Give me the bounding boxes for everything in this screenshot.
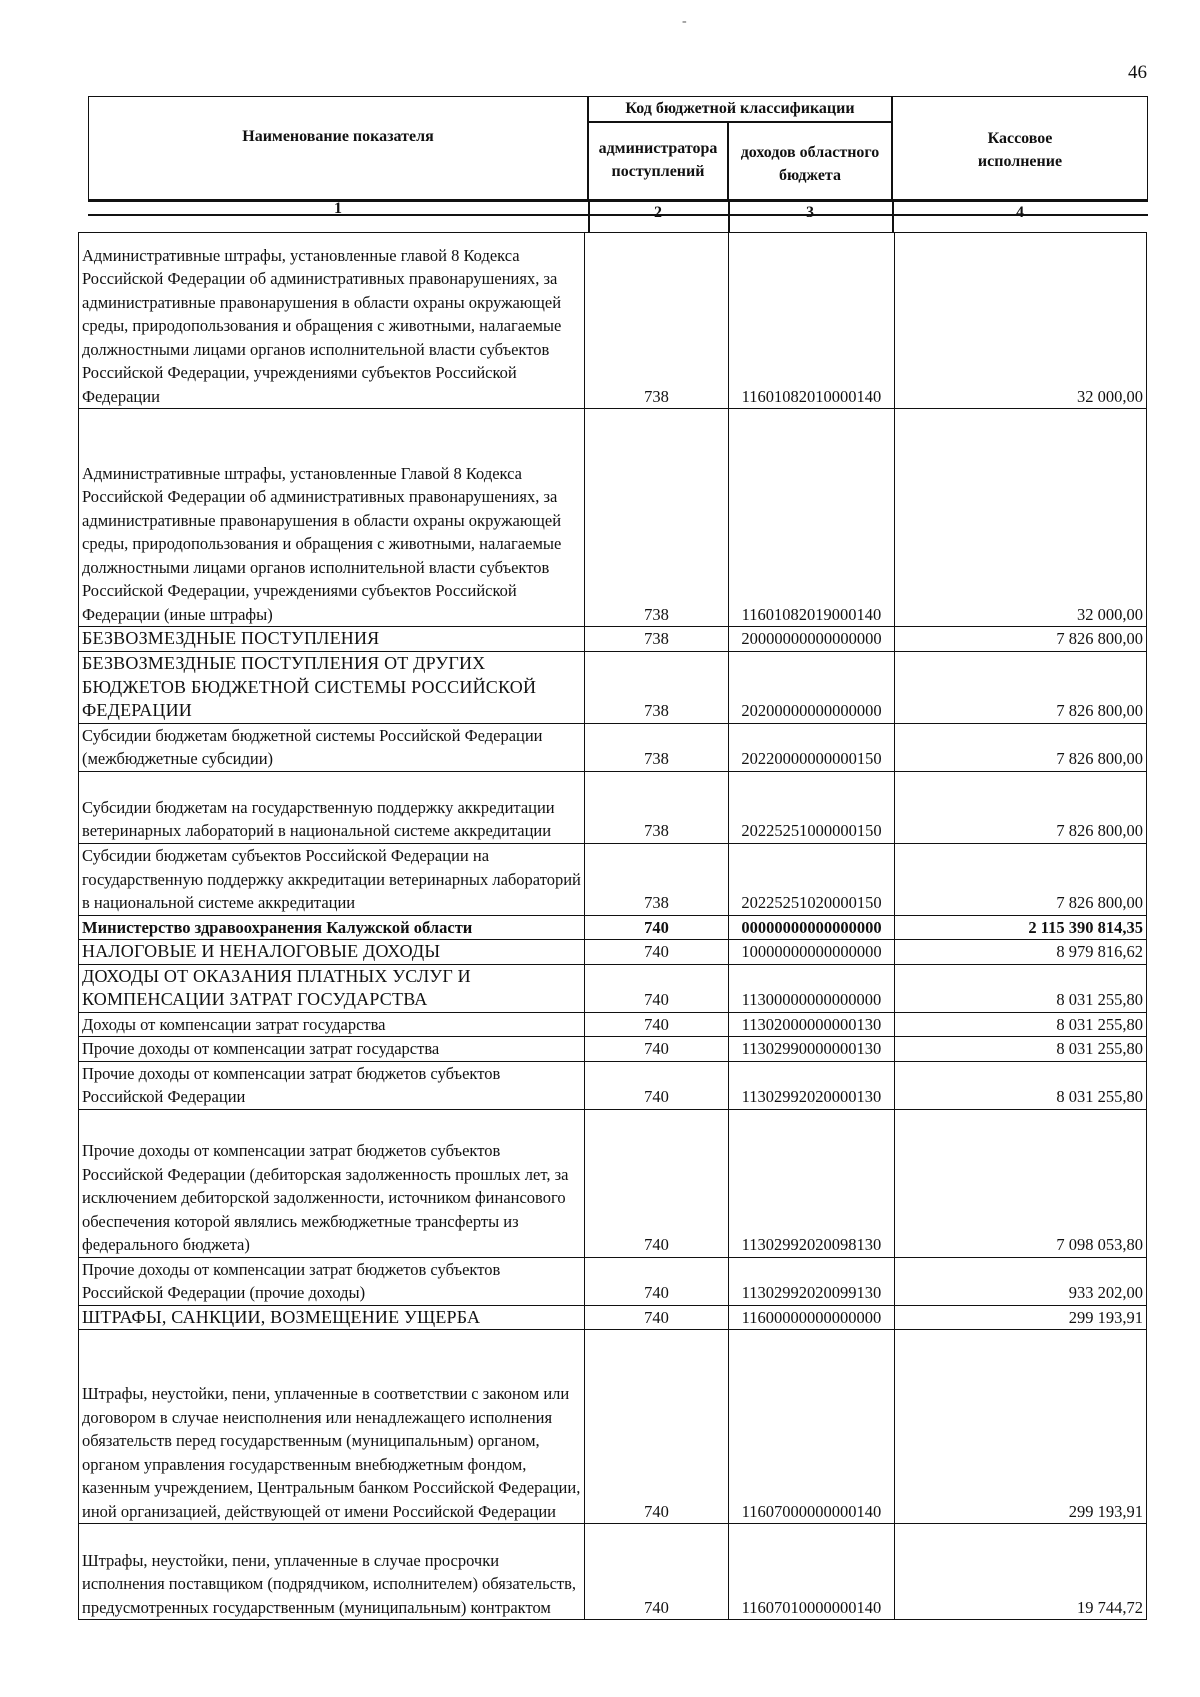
row-amount: 7 098 053,80	[895, 1109, 1147, 1257]
table-row	[79, 1109, 1147, 1257]
header-col-income: доходов областного бюджета	[740, 144, 880, 184]
row-amount: 299 193,91	[895, 1305, 1147, 1330]
row-income-code: 11607010000000140	[729, 1524, 895, 1620]
row-admin-code: 738	[585, 627, 729, 652]
row-name: Министерство здравоохранения Калужской области	[79, 915, 585, 940]
table-row	[79, 1061, 1147, 1109]
header-income-cell	[728, 122, 892, 200]
table-row	[79, 1012, 1147, 1037]
row-name: Административные штрафы, установленные Главой 8 Кодекса Российской Федерации об административных правонарушениях, за административные правонарушения в области охраны окружающей среды, природопользования и обращения с животными, налагаемые должностными лицами органов исполнительной власти субъектов Российской Федерации, учреждениями субъектов Российской Федерации (иные штрафы)	[79, 409, 585, 627]
row-income-code: 11302992020098130	[729, 1109, 895, 1257]
row-income-code: 11302990000000130	[729, 1037, 895, 1062]
table-row	[79, 940, 1147, 965]
column-number-2: 2	[654, 204, 662, 221]
column-number-1: 1	[334, 200, 342, 217]
row-admin-code: 738	[585, 651, 729, 723]
row-name: Прочие доходы от компенсации затрат бюджетов субъектов Российской Федерации (дебиторская задолженность прошлых лет, за исключением дебиторской задолженности, источником финансового обеспечения которой являлись межбюджетные трансферты из федерального бюджета)	[79, 1109, 585, 1257]
row-income-code: 20225251000000150	[729, 771, 895, 843]
table-row	[79, 771, 1147, 843]
header-exec-cell	[892, 96, 1148, 200]
header-col-name: Наименование показателя	[242, 128, 434, 145]
row-name: Субсидии бюджетам на государственную поддержку аккредитации ветеринарных лабораторий в национальной системе аккредитации	[79, 771, 585, 843]
row-amount: 7 826 800,00	[895, 771, 1147, 843]
table-row	[79, 915, 1147, 940]
row-income-code: 00000000000000000	[729, 915, 895, 940]
row-admin-code: 740	[585, 1109, 729, 1257]
row-amount: 8 031 255,80	[895, 1061, 1147, 1109]
row-income-code: 20220000000000150	[729, 723, 895, 771]
table-row	[79, 233, 1147, 409]
row-income-code: 11302992020000130	[729, 1061, 895, 1109]
row-name: Штрафы, неустойки, пени, уплаченные в соответствии с законом или договором в случае неисполнения или ненадлежащего исполнения обязательств перед государственным (муниципальным) органом, органом управления государственным внебюджетным фондом, казенным учреждением, Центральным банком Российской Федерации, иной организацией, действующей от имени Российской Федерации	[79, 1330, 585, 1524]
table-row	[79, 723, 1147, 771]
row-name: ШТРАФЫ, САНКЦИИ, ВОЗМЕЩЕНИЕ УЩЕРБА	[79, 1305, 585, 1330]
page-number: 46	[1128, 62, 1147, 83]
column-number-4: 4	[1016, 204, 1024, 221]
row-name: Прочие доходы от компенсации затрат государства	[79, 1037, 585, 1062]
column-number-3: 3	[806, 204, 814, 221]
table-row	[79, 843, 1147, 915]
row-amount: 7 826 800,00	[895, 843, 1147, 915]
header-col-admin: администратора поступлений	[598, 140, 718, 180]
row-income-code: 11302992020099130	[729, 1257, 895, 1305]
row-amount: 7 826 800,00	[895, 627, 1147, 652]
header-admin-cell	[588, 122, 728, 200]
row-amount: 299 193,91	[895, 1330, 1147, 1524]
row-income-code: 20200000000000000	[729, 651, 895, 723]
row-admin-code: 740	[585, 915, 729, 940]
row-amount: 8 031 255,80	[895, 1012, 1147, 1037]
row-name: Прочие доходы от компенсации затрат бюджетов субъектов Российской Федерации	[79, 1061, 585, 1109]
budget-table	[78, 232, 1147, 1620]
table-header	[88, 96, 1148, 232]
table-row	[79, 1257, 1147, 1305]
row-income-code: 11601082019000140	[729, 409, 895, 627]
row-amount: 19 744,72	[895, 1524, 1147, 1620]
row-name: Административные штрафы, установленные главой 8 Кодекса Российской Федерации об административных правонарушениях, за административные правонарушения в области охраны окружающей среды, природопользования и обращения с животными, налагаемые должностными лицами органов исполнительной власти субъектов Российской Федерации, учреждениями субъектов Российской Федерации	[79, 233, 585, 409]
top-mark: -	[682, 14, 687, 29]
row-amount: 8 031 255,80	[895, 964, 1147, 1012]
row-admin-code: 738	[585, 771, 729, 843]
row-income-code: 11300000000000000	[729, 964, 895, 1012]
table-row	[79, 1037, 1147, 1062]
row-amount: 933 202,00	[895, 1257, 1147, 1305]
row-name: Доходы от компенсации затрат государства	[79, 1012, 585, 1037]
row-name: БЕЗВОЗМЕЗДНЫЕ ПОСТУПЛЕНИЯ	[79, 627, 585, 652]
row-admin-code: 740	[585, 1524, 729, 1620]
row-amount: 7 826 800,00	[895, 723, 1147, 771]
row-admin-code: 740	[585, 1037, 729, 1062]
row-admin-code: 740	[585, 1012, 729, 1037]
row-income-code: 20225251020000150	[729, 843, 895, 915]
table-row	[79, 1305, 1147, 1330]
row-income-code: 11600000000000000	[729, 1305, 895, 1330]
row-name: Штрафы, неустойки, пени, уплаченные в случае просрочки исполнения поставщиком (подрядчиком, исполнителем) обязательств, предусмотренных государственным (муниципальным) контрактом	[79, 1524, 585, 1620]
row-name: Субсидии бюджетам субъектов Российской Федерации на государственную поддержку аккредитации ветеринарных лабораторий в национальной системе аккредитации	[79, 843, 585, 915]
row-income-code: 11302000000000130	[729, 1012, 895, 1037]
row-income-code: 20000000000000000	[729, 627, 895, 652]
row-amount: 8 031 255,80	[895, 1037, 1147, 1062]
row-amount: 32 000,00	[895, 233, 1147, 409]
header-col-exec: Кассовое исполнение	[977, 130, 1063, 170]
row-income-code: 10000000000000000	[729, 940, 895, 965]
row-income-code: 11601082010000140	[729, 233, 895, 409]
header-group-cell	[588, 96, 892, 122]
table-row	[79, 409, 1147, 627]
row-admin-code: 740	[585, 964, 729, 1012]
row-amount: 8 979 816,62	[895, 940, 1147, 965]
row-admin-code: 738	[585, 723, 729, 771]
row-name: Субсидии бюджетам бюджетной системы Российской Федерации (межбюджетные субсидии)	[79, 723, 585, 771]
row-admin-code: 738	[585, 233, 729, 409]
row-name: НАЛОГОВЫЕ И НЕНАЛОГОВЫЕ ДОХОДЫ	[79, 940, 585, 965]
table-row	[79, 964, 1147, 1012]
header-name-cell	[88, 96, 588, 200]
row-admin-code: 738	[585, 409, 729, 627]
row-admin-code: 740	[585, 1061, 729, 1109]
row-name: БЕЗВОЗМЕЗДНЫЕ ПОСТУПЛЕНИЯ ОТ ДРУГИХ БЮДЖЕТОВ БЮДЖЕТНОЙ СИСТЕМЫ РОССИЙСКОЙ ФЕДЕРАЦИИ	[79, 651, 585, 723]
row-admin-code: 738	[585, 843, 729, 915]
table-row	[79, 627, 1147, 652]
row-name: ДОХОДЫ ОТ ОКАЗАНИЯ ПЛАТНЫХ УСЛУГ И КОМПЕНСАЦИИ ЗАТРАТ ГОСУДАРСТВА	[79, 964, 585, 1012]
row-admin-code: 740	[585, 1257, 729, 1305]
row-amount: 7 826 800,00	[895, 651, 1147, 723]
table-row	[79, 1330, 1147, 1524]
row-admin-code: 740	[585, 1305, 729, 1330]
row-income-code: 11607000000000140	[729, 1330, 895, 1524]
table-row	[79, 1524, 1147, 1620]
row-name: Прочие доходы от компенсации затрат бюджетов субъектов Российской Федерации (прочие доходы)	[79, 1257, 585, 1305]
row-amount: 2 115 390 814,35	[895, 915, 1147, 940]
row-admin-code: 740	[585, 940, 729, 965]
header-group-label: Код бюджетной классификации	[625, 100, 855, 117]
row-amount: 32 000,00	[895, 409, 1147, 627]
row-admin-code: 740	[585, 1330, 729, 1524]
table-row	[79, 651, 1147, 723]
